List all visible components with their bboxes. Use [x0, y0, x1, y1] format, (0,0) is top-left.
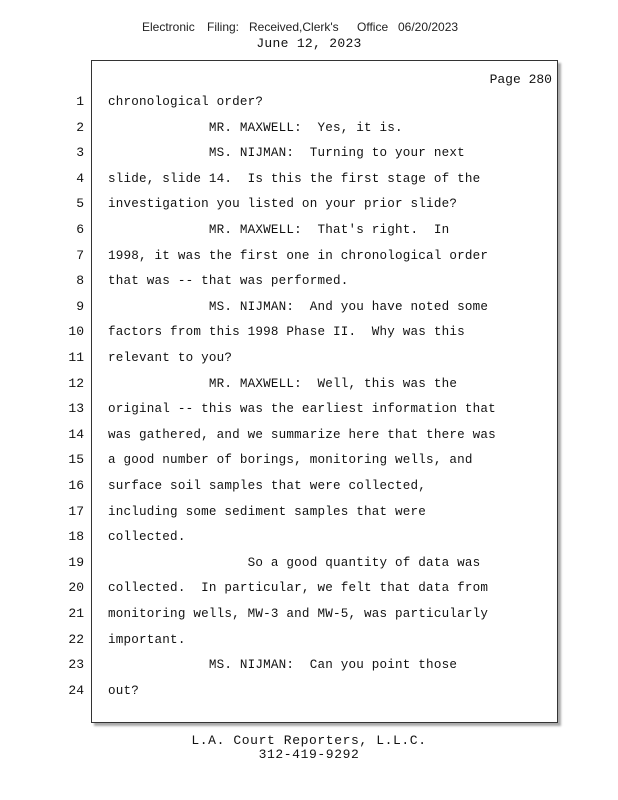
- transcript-line: So a good quantity of data was: [108, 556, 481, 570]
- transcript-line: 1998, it was the first one in chronological order: [108, 249, 489, 263]
- line-number: 7: [76, 248, 84, 263]
- transcript-line: out?: [108, 684, 140, 698]
- line-number: 10: [68, 324, 84, 339]
- transcript-line: was gathered, and we summarize here that there was: [108, 428, 496, 442]
- transcript-line: MR. MAXWELL: Well, this was the: [108, 377, 458, 391]
- footer-phone: 312-419-9292: [258, 747, 360, 762]
- footer-company: L.A. Court Reporters, L.L.C.: [191, 733, 427, 748]
- line-number: 9: [76, 299, 84, 314]
- transcript-line: relevant to you?: [108, 351, 233, 365]
- transcript-date: June 12, 2023: [256, 36, 362, 51]
- transcript-line: MS. NIJMAN: And you have noted some: [108, 300, 489, 314]
- filing-word-filing: Filing:: [207, 20, 240, 34]
- line-number: 19: [68, 555, 84, 570]
- line-number: 14: [68, 427, 84, 442]
- transcript-line: MS. NIJMAN: Turning to your next: [108, 146, 465, 160]
- transcript-line: collected. In particular, we felt that data from: [108, 581, 489, 595]
- transcript-line: MR. MAXWELL: That's right. In: [108, 223, 450, 237]
- transcript-line: that was -- that was performed.: [108, 274, 349, 288]
- line-number: 24: [68, 683, 84, 698]
- line-number: 22: [68, 632, 84, 647]
- line-number: 1: [76, 94, 84, 109]
- filing-word-received: Received,Clerk's: [249, 20, 339, 34]
- transcript-line: factors from this 1998 Phase II. Why was this: [108, 325, 465, 339]
- page-number: Page 280: [489, 72, 552, 87]
- line-number: 23: [68, 657, 84, 672]
- transcript-line: collected.: [108, 530, 186, 544]
- line-number: 17: [68, 504, 84, 519]
- line-number: 5: [76, 196, 84, 211]
- line-number: 18: [68, 529, 84, 544]
- line-number: 20: [68, 580, 84, 595]
- line-number: 3: [76, 145, 84, 160]
- transcript-line: slide, slide 14. Is this the first stage of the: [108, 172, 481, 186]
- line-number: 13: [68, 401, 84, 416]
- line-number: 15: [68, 452, 84, 467]
- transcript-line: MS. NIJMAN: Can you point those: [108, 658, 458, 672]
- transcript-line: original -- this was the earliest information that: [108, 402, 496, 416]
- line-number: 12: [68, 376, 84, 391]
- line-number: 16: [68, 478, 84, 493]
- transcript-line: MR. MAXWELL: Yes, it is.: [108, 121, 403, 135]
- line-number: 21: [68, 606, 84, 621]
- line-number: 8: [76, 273, 84, 288]
- transcript-line: including some sediment samples that were: [108, 505, 427, 519]
- transcript-line: surface soil samples that were collected,: [108, 479, 427, 493]
- transcript-line: important.: [108, 633, 186, 647]
- line-number: 4: [76, 171, 84, 186]
- line-number: 11: [68, 350, 84, 365]
- transcript-line: a good number of borings, monitoring wells, and: [108, 453, 473, 467]
- line-number: 2: [76, 120, 84, 135]
- line-number: 6: [76, 222, 84, 237]
- transcript-line: chronological order?: [108, 95, 264, 109]
- transcript-line: investigation you listed on your prior slide?: [108, 197, 458, 211]
- filing-word-electronic: Electronic: [142, 20, 195, 34]
- filing-word-office: Office: [357, 20, 389, 34]
- transcript-line: monitoring wells, MW-3 and MW-5, was particularly: [108, 607, 489, 621]
- filing-word-date: 06/20/2023: [398, 20, 459, 34]
